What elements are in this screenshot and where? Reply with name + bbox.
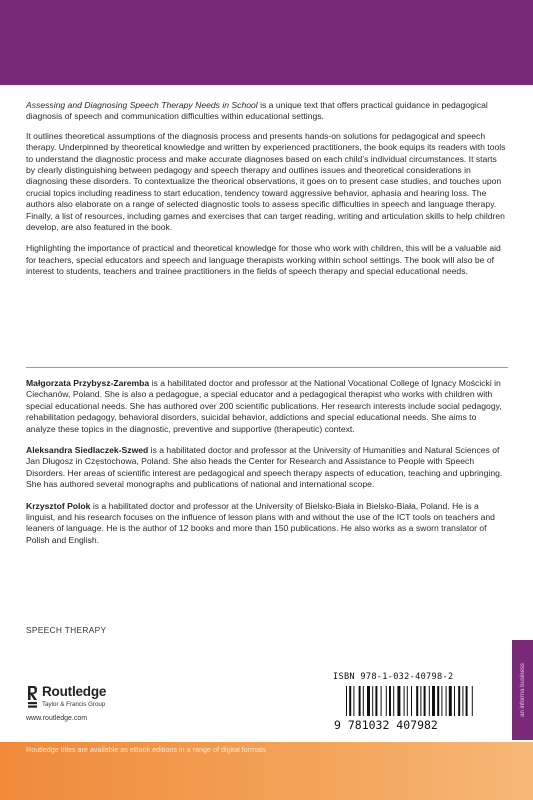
publisher-group: Taylor & Francis Group <box>42 701 106 708</box>
isbn-label: ISBN 978-1-032-40798-2 <box>333 672 454 682</box>
blurb <box>26 100 508 288</box>
book-title: Assessing and Diagnosing Speech Therapy Needs in School <box>26 100 258 110</box>
ebook-note: Routledge titles are available as eBook editions in a range of digital formats <box>26 745 266 754</box>
publisher-logo <box>26 684 166 712</box>
publisher-website[interactable]: www.routledge.com <box>26 715 88 722</box>
blurb-paragraph-2: It outlines theoretical assumptions of the diagnosis process and presents hands-on solutions for pedagogical and speech therapy. Underpinned by theoretical knowledge and written by experienced practitioners, the book equips its readers with tools to understand the diagnostic process and make accurate diagnoses based on each child’s individual circumstances. It starts by clearly distinguishing between pedagogy and speech therapy and outlines issues and theoretical considerations in diagnosing these disorders. To contextualize the theorical observations, it goes on to present case studies, and touches upon crucial topics including readiness to start education, tendency toward aggressive behavior, aphasia and hearing loss. The authors also elaborate on a range of selected diagnostic tools to assess specific difficulties in speech and language therapy. Finally, a list of resources, including games and exercises that can target reading, writing and articulation skills to help children develop, are also featured in the book. <box>26 130 506 233</box>
side-label: an informa business <box>519 663 526 717</box>
author-name: Aleksandra Siedlaczek-Szwed <box>26 445 149 456</box>
routledge-mark-icon <box>26 684 38 710</box>
top-color-band <box>0 0 533 85</box>
author-bio: Krzysztof Polok is a habilitated doctor and professor at the University of Bielsko-Biała in Bielsko-Biała, Poland. He is a linguist, and his research focuses on the influence of lesson plans with and without the use of the ICT tools on teachers and leaners of language. He is the author of 12 books and more than 150 publications. He also works as a sworn translator of Polish and English. <box>26 500 495 545</box>
author-bio: Aleksandra Siedlaczek-Szwed is a habilitated doctor and professor at the University of Humanities and Natural Sciences of Jan Długosz in Częstochowa, Poland. She also heads the Center for Research and Assistance to People with Speech Disorders. Her areas of scientific interest are pedagogical and speech therapy aspects of education, teaching and upbringing. She has authored several monographs and publications of national and international scope. <box>26 445 503 490</box>
publisher-name: Routledge <box>42 684 107 699</box>
section-divider <box>26 367 508 368</box>
author-name: Krzysztof Polok <box>26 500 91 511</box>
subject-category: SPEECH THERAPY <box>26 625 107 635</box>
author-bios <box>26 378 508 556</box>
barcode-digits: 9 781032 407982 <box>334 718 438 732</box>
author-bio: Małgorzata Przybysz-Zaremba is a habilitated doctor and professor at the National Vocational College of Ignacy Mościcki in Ciechanów, Poland. She is also a pedagogue, a special educator and a pedagogical therapist who works with children with special educational needs. She has authored over 200 scientific publications. Her research interests include social pedagogy, rehabilitation pedagogy, behavioral disorders, suicidal behavior, addictions and special educational needs. She aims to analyze these topics in the diagnostic, preventive and supportive (therapeutic) context. <box>26 378 502 434</box>
blurb-paragraph-1: Assessing and Diagnosing Speech Therapy Needs in School is a unique text that offers practical guidance in pedagogical diagnosis of speech and communication difficulties within educational settings. <box>26 100 488 122</box>
author-name: Małgorzata Przybysz-Zaremba <box>26 378 150 388</box>
blurb-paragraph-3: Highlighting the importance of practical and theoretical knowledge for those who work with children, this will be a valuable aid for teachers, special educators and speech and language therapists working within school settings. The book will also be of interest to students, teachers and trainee practitioners in the fields of speech therapy and special educational needs. <box>26 243 501 277</box>
